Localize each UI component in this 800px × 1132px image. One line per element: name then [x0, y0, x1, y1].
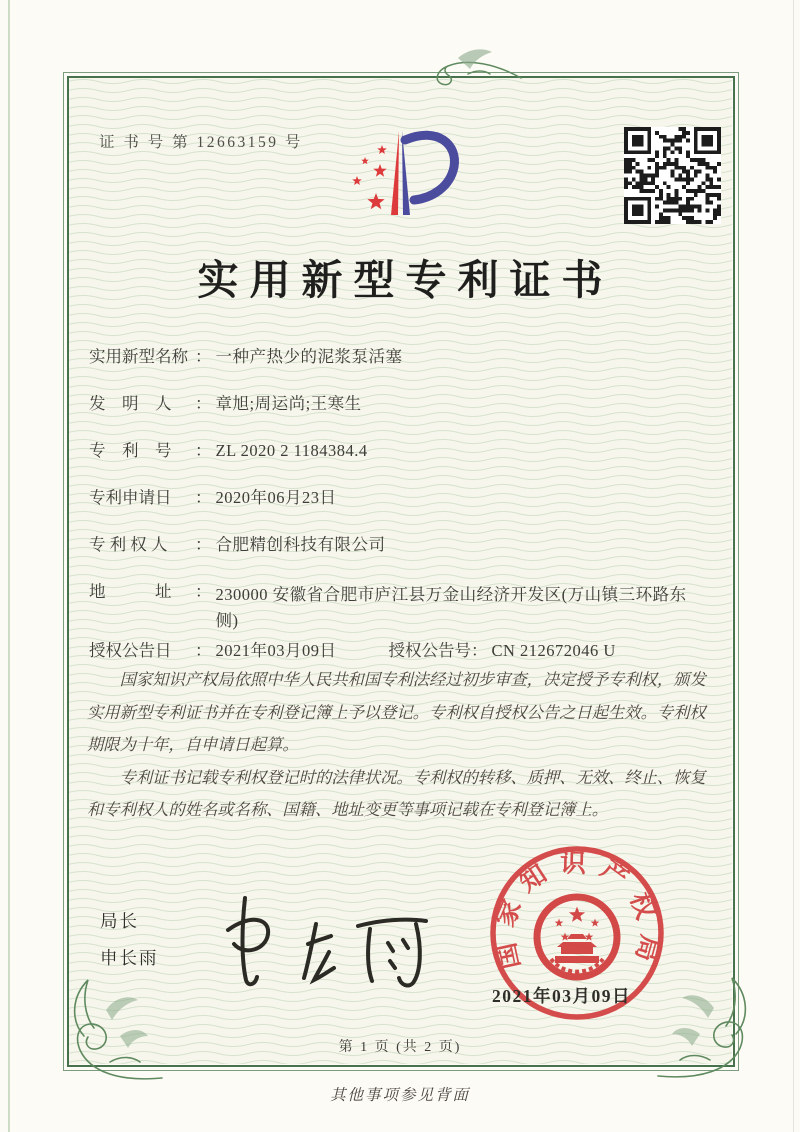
official-name: 申长雨 [100, 948, 159, 968]
field-row [89, 641, 729, 661]
field-label: 发 明 人 [89, 394, 172, 413]
field-value: 一种产热少的泥浆泵活塞 [215, 347, 403, 366]
cnipa-logo-icon [332, 118, 464, 238]
field-row [89, 394, 729, 414]
field-value: 230000 安徽省合肥市庐江县万金山经济开发区(万山镇三环路东侧) [215, 585, 687, 630]
field-row [89, 441, 729, 461]
field-value: 2020年06月23日 [215, 488, 337, 507]
field-label: 授权公告号 [388, 641, 471, 660]
ornament-bottom-right-icon [652, 974, 770, 1082]
seal-text: 国家知识产权局 [488, 848, 665, 977]
body-paragraphs [87, 664, 715, 827]
field-colon: ： [195, 441, 212, 460]
field-row [89, 347, 729, 367]
body-paragraph: 国家知识产权局依照中华人民共和国专利法经过初步审查，决定授予专利权，颁发实用新型专利证书并在专利登记簿上予以登记。专利权自授权公告之日起生效。专利权期限为十年，自申请日起算。 [87, 670, 706, 754]
field-colon: ： [471, 641, 488, 660]
field-label: 地 址 [89, 582, 172, 601]
field-colon: ： [195, 535, 212, 554]
field-row [89, 535, 729, 555]
field-label: 专 利 号 [89, 441, 172, 460]
field-value: 2021年03月09日 [215, 641, 337, 660]
page-number: 第 1 页 (共 2 页) [338, 1040, 462, 1055]
field-label: 实用新型名称 [89, 347, 188, 366]
seal-date: 2021年03月09日 [492, 986, 631, 1006]
fields [89, 347, 729, 688]
field-value: 章旭;周运尚;王寒生 [215, 394, 362, 413]
field-value: CN 212672046 U [491, 641, 616, 660]
field-value: ZL 2020 2 1184384.4 [215, 441, 368, 460]
field-value: 合肥精创科技有限公司 [215, 535, 386, 554]
field-colon: ： [195, 394, 212, 413]
field-colon: ： [195, 347, 212, 366]
field-row [89, 582, 729, 634]
body-paragraph: 专利证书记载专利权登记时的法律状况。专利权的转移、质押、无效、终止、恢复和专利权人的姓名或名称、国籍、地址变更等事项记载在专利登记簿上。 [87, 767, 706, 819]
field-label: 专利申请日 [89, 488, 172, 507]
ornament-top-icon [424, 44, 524, 92]
page-edge [793, 0, 794, 1132]
certificate-title: 实用新型专利证书 [197, 257, 614, 303]
field-row [89, 488, 729, 508]
national-emblem-icon [537, 897, 617, 977]
back-note: 其他事项参见背面 [329, 1087, 470, 1104]
official-title: 局长 [100, 911, 139, 931]
page-edge [8, 0, 10, 1132]
field-colon: ： [195, 582, 212, 601]
qr-code [624, 127, 721, 224]
signature-handwriting-icon [212, 880, 437, 992]
field-label: 授权公告日 [89, 641, 172, 660]
field-label: 专 利 权 人 [89, 535, 168, 554]
certificate-number: 证 书 号 第 12663159 号 [99, 134, 303, 151]
field-colon: ： [195, 641, 212, 660]
ornament-bottom-left-icon [50, 976, 168, 1084]
field-colon: ： [195, 488, 212, 507]
